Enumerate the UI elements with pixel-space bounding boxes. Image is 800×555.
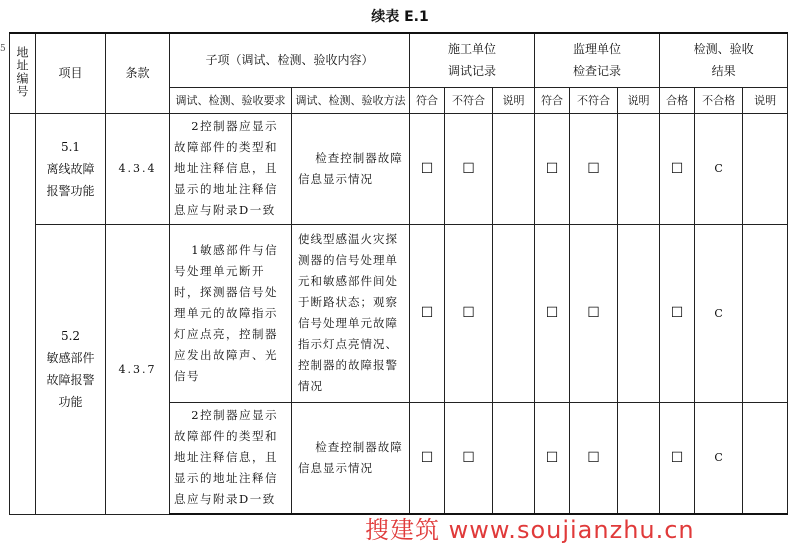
header-conform-2: 符合: [535, 87, 570, 113]
note-cell: [743, 113, 788, 224]
checkbox-icon[interactable]: ☐: [410, 402, 445, 514]
checkbox-icon[interactable]: ☐: [535, 402, 570, 514]
method-cell: 使线型感温火灾探测器的信号处理单元和敏感部件间处于断路状态；观察信号处理单元故障指示灯点亮情况、控制器的故障报警情况: [292, 224, 410, 402]
method-cell: 检查控制器故障信息显示情况: [292, 113, 410, 224]
header-sub-item: 子项（调试、检测、验收内容）: [170, 33, 410, 87]
header-conform-1: 符合: [410, 87, 445, 113]
checkbox-icon[interactable]: ☐: [660, 113, 695, 224]
note-cell: [493, 402, 535, 514]
checkbox-icon[interactable]: ☐: [535, 113, 570, 224]
note-cell: [618, 113, 660, 224]
requirement-cell: 2控制器应显示故障部件的类型和地址注释信息，且显示的地址注释信息应与附录D一致: [170, 113, 292, 224]
header-item: 项目: [36, 33, 106, 113]
checkbox-icon[interactable]: ☐: [445, 224, 493, 402]
header-acceptance: 检测、验收 结果: [660, 33, 788, 87]
method-cell: 检查控制器故障信息显示情况: [292, 402, 410, 514]
requirement-cell: 2控制器应显示故障部件的类型和地址注释信息，且显示的地址注释信息应与附录D一致: [170, 402, 292, 514]
checkbox-icon[interactable]: ☐: [570, 113, 618, 224]
note-cell: [743, 224, 788, 402]
table-row: [10, 113, 788, 224]
item-cell: 5.2 敏感部件 故障报警 功能: [36, 224, 106, 514]
checkbox-icon[interactable]: ☐: [445, 402, 493, 514]
clause-cell: 4.3.7: [106, 224, 170, 514]
header-supervision: 监理单位 检查记录: [535, 33, 660, 87]
checkbox-icon[interactable]: ☐: [660, 402, 695, 514]
watermark: 搜建筑 www.soujianzhu.cn: [365, 516, 695, 544]
checkbox-icon[interactable]: ☐: [410, 224, 445, 402]
header-note-3: 说明: [743, 87, 788, 113]
header-unqualified: 不合格: [695, 87, 743, 113]
clause-cell: 4.3.4: [106, 113, 170, 224]
note-cell: [618, 402, 660, 514]
table-caption: 续表 E.1: [371, 9, 429, 25]
header-address-no: 地址编号: [10, 33, 36, 113]
header-nonconform-1: 不符合: [445, 87, 493, 113]
header-nonconform-2: 不符合: [570, 87, 618, 113]
requirement-cell: 1敏感部件与信号处理单元断开时，探测器信号处理单元的故障指示灯应点亮，控制器应发出故障声、光信号: [170, 224, 292, 402]
header-row-1: [10, 33, 788, 87]
header-note-2: 说明: [618, 87, 660, 113]
result-mark: C: [695, 402, 743, 514]
note-cell: [618, 224, 660, 402]
checkbox-icon[interactable]: ☐: [445, 113, 493, 224]
header-method: 调试、检测、验收方法: [292, 87, 410, 113]
result-mark: C: [695, 224, 743, 402]
checkbox-icon[interactable]: ☐: [410, 113, 445, 224]
header-construction: 施工单位 调试记录: [410, 33, 535, 87]
side-mark: 5: [0, 44, 6, 54]
header-note-1: 说明: [493, 87, 535, 113]
table-row: [10, 224, 788, 402]
header-requirement: 调试、检测、验收要求: [170, 87, 292, 113]
item-cell: 5.1 离线故障 报警功能: [36, 113, 106, 224]
result-mark: C: [695, 113, 743, 224]
checkbox-icon[interactable]: ☐: [535, 224, 570, 402]
checkbox-icon[interactable]: ☐: [570, 224, 618, 402]
note-cell: [493, 224, 535, 402]
note-cell: [493, 113, 535, 224]
checkbox-icon[interactable]: ☐: [570, 402, 618, 514]
inspection-table: [9, 32, 788, 515]
header-qualified: 合格: [660, 87, 695, 113]
address-cell: [10, 113, 36, 514]
note-cell: [743, 402, 788, 514]
checkbox-icon[interactable]: ☐: [660, 224, 695, 402]
header-clause: 条款: [106, 33, 170, 113]
